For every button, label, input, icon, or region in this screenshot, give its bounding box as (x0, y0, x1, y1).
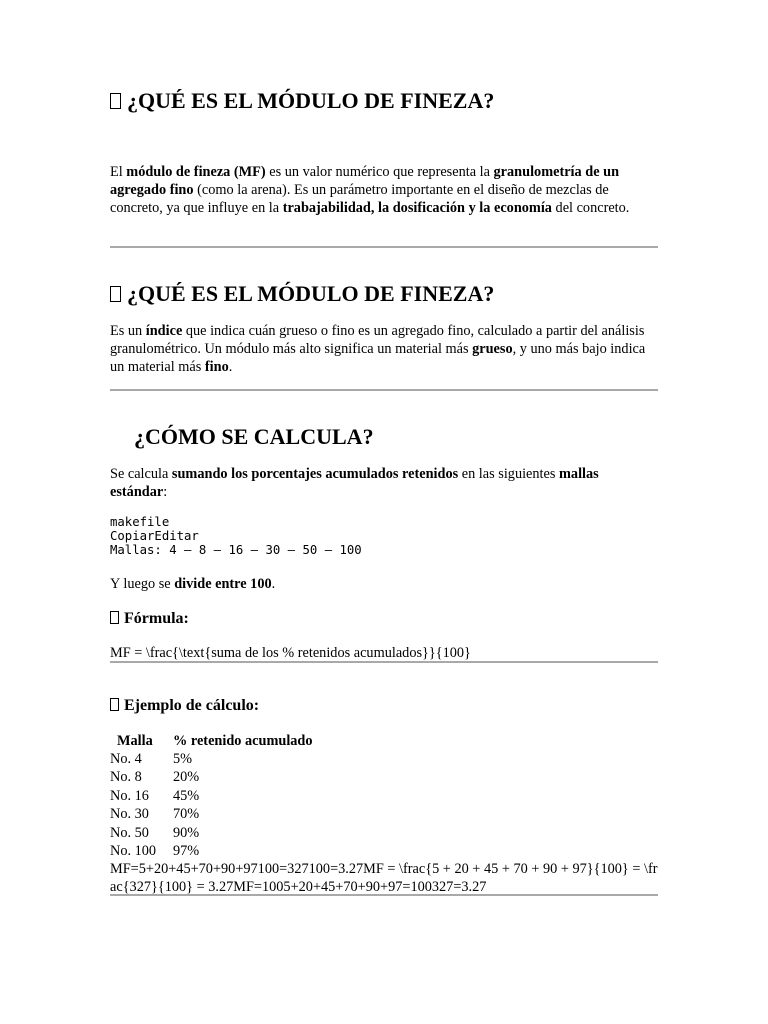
divider (110, 389, 658, 391)
missing-glyph-icon (110, 611, 119, 624)
code-language-label: makefile (110, 515, 170, 529)
section-title-que-es-1: ¿QUÉ ES EL MÓDULO DE FINEZA? (110, 88, 494, 114)
result-formula: MF=5+20+45+70+90+97100=327100=3.27MF = \frac{5 + 20 + 45 + 70 + 90 + 97}{100} = \frac{327}{100} = 3.27MF=1005+20+45+70+90+97=100327=3.27 (110, 861, 658, 895)
table-row: No. 4 5% (110, 751, 193, 767)
formula-text: MF = \frac{\text{suma de los % retenidos acumulados}}{100} (110, 645, 471, 661)
table-header-row (110, 732, 313, 750)
table-row: No. 8 20% (110, 769, 200, 786)
code-block (110, 515, 362, 557)
copy-edit-label: CopiarEditar (110, 529, 199, 543)
divider (110, 246, 658, 248)
code-line-mallas: Mallas: 4 – 8 – 16 – 30 – 50 – 100 (110, 543, 362, 557)
missing-glyph-icon (110, 698, 119, 711)
section-title-que-es-2: ¿QUÉ ES EL MÓDULO DE FINEZA? (110, 281, 494, 307)
paragraph-definition: El módulo de fineza (MF) es un valor numérico que representa la granulometría de un agregado fino (como la arena). Es un parámetro importante en el diseño de mezclas de concreto, ya que influye en la trabajabilidad, la dosificación y la economía del concreto. (110, 164, 630, 216)
sieve-table (110, 732, 313, 860)
formula-heading: Fórmula: (110, 609, 189, 629)
missing-glyph-icon (110, 286, 121, 302)
paragraph-indice: Es un índice que indica cuán grueso o fino es un agregado fino, calculado a partir del análisis granulométrico. Un módulo más alto significa un material más grueso, y uno más bajo indica un material más fino. (110, 323, 646, 375)
table-row: No. 30 70% (110, 806, 200, 823)
column-header-retenido: % retenido acumulado (173, 733, 313, 749)
paragraph-calculo: Se calcula sumando los porcentajes acumulados retenidos en las siguientes mallas estándar: (110, 466, 599, 500)
section-title-como-se-calcula: ¿CÓMO SE CALCULA? (134, 424, 374, 449)
divider (110, 894, 658, 896)
table-row: No. 100 97% (110, 843, 200, 860)
paragraph-divide: Y luego se divide entre 100. (110, 576, 276, 592)
column-header-malla: Malla (117, 733, 153, 749)
table-row: No. 50 90% (110, 824, 200, 841)
divider (110, 661, 658, 663)
example-heading: Ejemplo de cálculo: (110, 696, 259, 716)
missing-glyph-icon (110, 93, 121, 109)
table-row: No. 16 45% (110, 787, 200, 804)
